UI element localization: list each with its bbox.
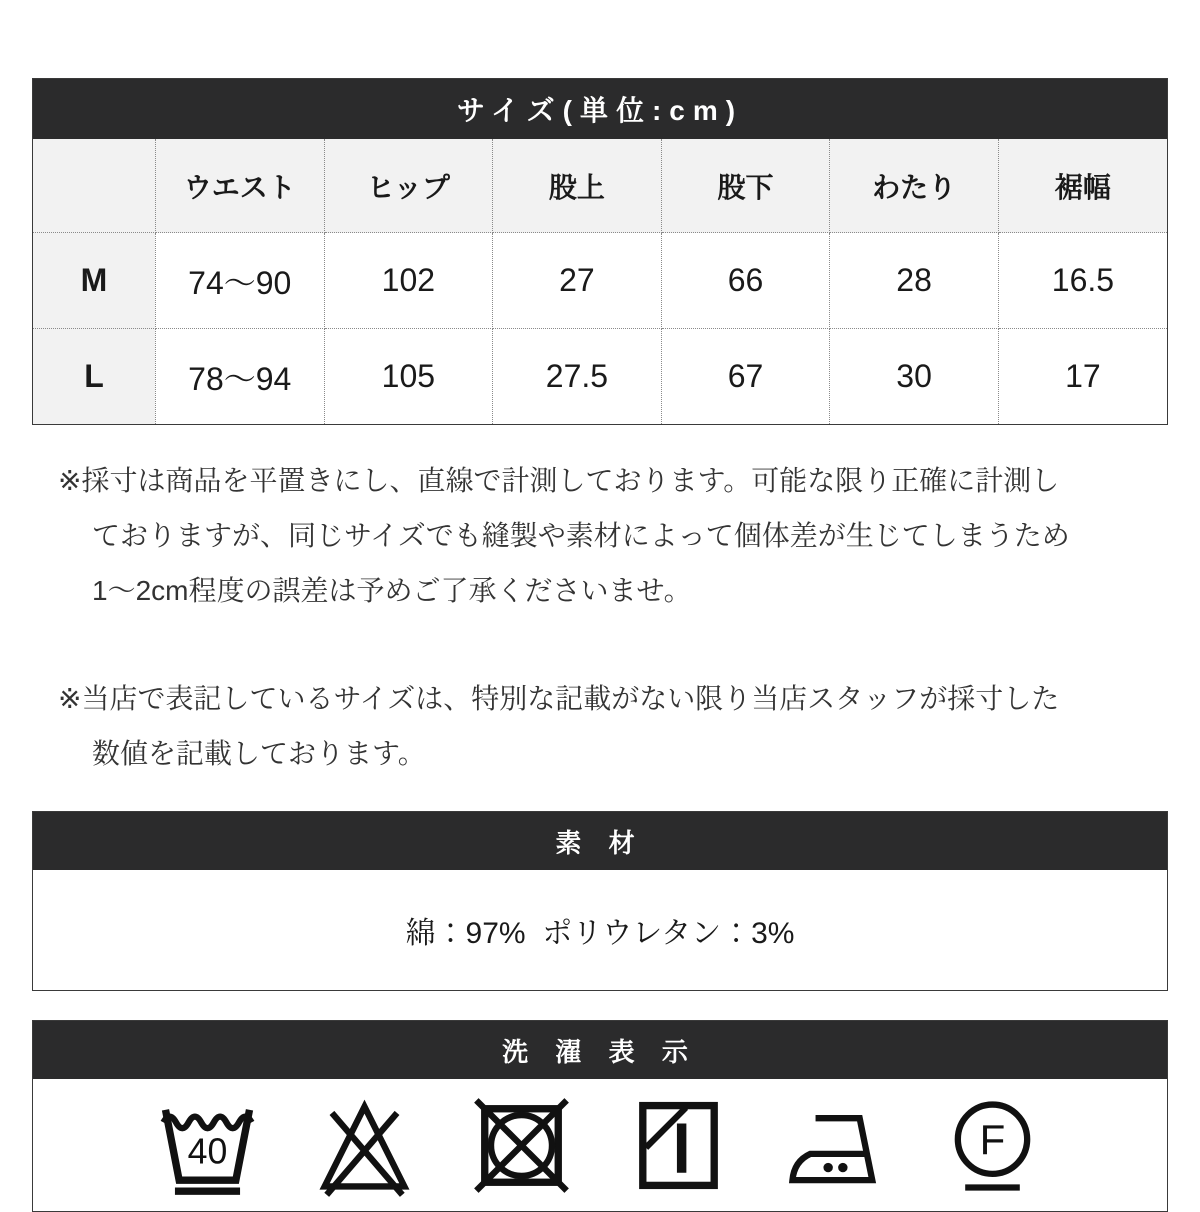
material-section	[32, 811, 1168, 991]
size-table	[33, 139, 1167, 424]
column-header-waist: ウエスト	[155, 139, 324, 233]
cell-l-thigh: 30	[830, 329, 999, 425]
wash-temp-label: 40	[187, 1130, 228, 1171]
corner-cell	[33, 139, 155, 233]
note-line: 数値を記載しております。	[92, 738, 426, 769]
staff-measurement-note	[58, 671, 1142, 781]
material-title: 素 材	[555, 827, 645, 858]
measurement-note	[58, 453, 1142, 618]
size-table-section	[32, 78, 1168, 425]
cell-l-hip: 105	[324, 329, 493, 425]
note-line: ※採寸は商品を平置きにし、直線で計測しております。可能な限り正確に計測し	[58, 465, 1060, 496]
cell-l-inseam: 67	[661, 329, 830, 425]
cell-m-hem: 16.5	[998, 233, 1167, 329]
wash-40-gentle-icon	[155, 1093, 260, 1198]
column-header-thigh: わたり	[830, 139, 999, 233]
cell-m-inseam: 66	[661, 233, 830, 329]
note-line: 1〜2cm程度の誤差は予めご了承くださいませ。	[92, 575, 692, 606]
table-row-size-l	[33, 329, 1167, 425]
size-table-title-bar	[33, 79, 1167, 139]
row-label-l: L	[33, 329, 155, 425]
row-label-m: M	[33, 233, 155, 329]
laundry-symbols-row	[33, 1079, 1167, 1211]
cell-m-hip: 102	[324, 233, 493, 329]
size-table-header-row	[33, 139, 1167, 233]
column-header-hip: ヒップ	[324, 139, 493, 233]
laundry-title: 洗 濯 表 示	[502, 1036, 698, 1067]
laundry-section	[32, 1020, 1168, 1212]
table-row-size-m	[33, 233, 1167, 329]
do-not-bleach-icon	[312, 1093, 417, 1198]
dry-clean-f-gentle-icon	[940, 1093, 1045, 1198]
column-header-hem: 裾幅	[998, 139, 1167, 233]
cell-l-rise: 27.5	[493, 329, 662, 425]
laundry-title-bar	[33, 1021, 1167, 1079]
column-header-inseam: 股下	[661, 139, 830, 233]
column-header-rise: 股上	[493, 139, 662, 233]
dry-clean-letter: F	[979, 1115, 1006, 1163]
material-title-bar	[33, 812, 1167, 870]
do-not-tumble-dry-icon	[469, 1093, 574, 1198]
cell-m-thigh: 28	[830, 233, 999, 329]
cell-m-rise: 27	[493, 233, 662, 329]
note-line: ※当店で表記しているサイズは、特別な記載がない限り当店スタッフが採寸した	[58, 683, 1060, 714]
iron-medium-icon	[783, 1093, 888, 1198]
note-line: ておりますが、同じサイズでも縫製や素材によって個体差が生じてしまうため	[92, 520, 1070, 551]
material-composition: 綿：97% ポリウレタン：3%	[405, 917, 795, 950]
size-table-title: サイズ(単位:cm)	[456, 95, 744, 126]
cell-l-hem: 17	[998, 329, 1167, 425]
cell-l-waist: 78〜94	[155, 329, 324, 425]
line-dry-in-shade-icon	[626, 1093, 731, 1198]
cell-m-waist: 74〜90	[155, 233, 324, 329]
